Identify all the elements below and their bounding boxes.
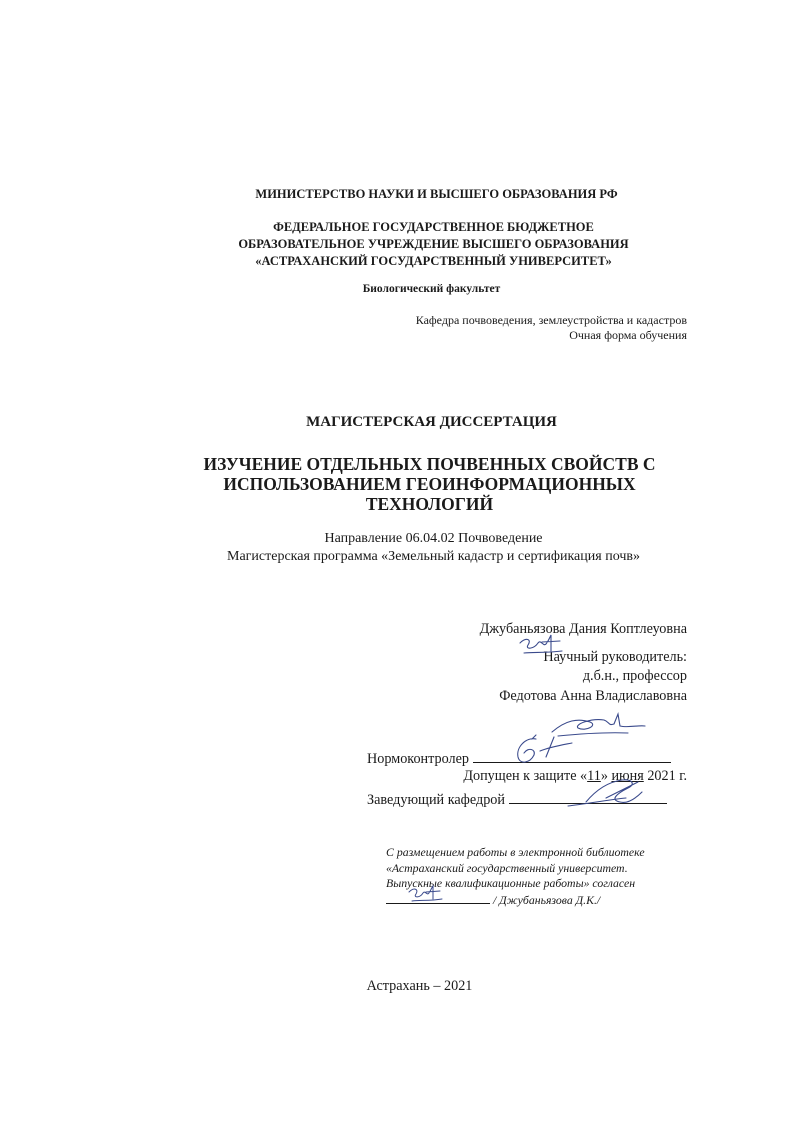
admission-row [463,768,687,785]
faculty-name: Биологический факультет [362,283,501,295]
thesis-title-line: ИСПОЛЬЗОВАНИЕМ ГЕОИНФОРМАЦИОННЫХ [223,474,636,494]
admission-suffix: 2021 г. [643,768,687,784]
thesis-title-line: ТЕХНОЛОГИЙ [365,494,494,514]
consent-signature-line [386,892,490,904]
study-form: Очная форма обучения [569,327,687,342]
consent-signature-row [386,892,645,909]
author-name: Джубаньязова Дания Коптлеуовна [479,621,687,637]
city-year: Астрахань – 2021 [366,978,473,994]
library-consent [386,845,645,908]
head-signature-line [509,789,667,804]
institution-line: «АСТРАХАНСКИЙ ГОСУДАРСТВЕННЫЙ УНИВЕРСИТЕТ» [255,254,612,268]
department-block [416,313,687,342]
supervisor-label: Научный руководитель: [543,648,687,665]
thesis-title [33,454,793,514]
supervisor-degree: д.б.н., профессор [582,668,687,684]
normcontrol-signature-line [473,748,671,763]
normcontrol-label: Нормоконтролер [367,751,469,767]
consent-line: «Астраханский государственный университет. [386,860,628,875]
institution-line: ФЕДЕРАЛЬНОЕ ГОСУДАРСТВЕННОЕ БЮДЖЕТНОЕ [273,220,594,234]
consent-line: Выпускные квалификационные работы» согласен [386,876,636,890]
program-line: Магистерская программа «Земельный кадастр и сертификация почв» [227,549,640,564]
direction-line: Направление 06.04.02 Почвоведение [324,531,543,546]
admission-prefix: Допущен к защите « [463,768,588,784]
consent-signature-suffix: / Джубаньязова Д.К./ [492,892,601,907]
admission-month: июня [611,768,644,784]
admission-day: 11 [587,768,601,784]
people-block [480,620,687,706]
ministry-heading: МИНИСТЕРСТВО НАУКИ И ВЫСШЕГО ОБРАЗОВАНИЯ РФ [255,187,618,201]
normcontrol-row [367,748,671,768]
admission-mid: » [600,768,612,784]
department-name: Кафедра почвоведения, землеустройства и кадастров [415,313,687,327]
institution-line: ОБРАЗОВАТЕЛЬНОЕ УЧРЕЖДЕНИЕ ВЫСШЕГО ОБРАЗОВАНИЯ [238,237,629,251]
head-row [367,789,667,809]
supervisor-name: Федотова Анна Владиславовна [499,687,687,704]
document-type: МАГИСТЕРСКАЯ ДИССЕРТАЦИЯ [306,414,557,430]
supervisor-signature [548,710,648,740]
head-label: Заведующий кафедрой [367,792,505,808]
program-info [37,530,793,566]
thesis-title-line: ИЗУЧЕНИЕ ОТДЕЛЬНЫХ ПОЧВЕННЫХ СВОЙСТВ С [203,454,656,474]
consent-line: С размещением работы в электронной библиотеке [386,845,645,859]
institution-name [37,219,793,270]
